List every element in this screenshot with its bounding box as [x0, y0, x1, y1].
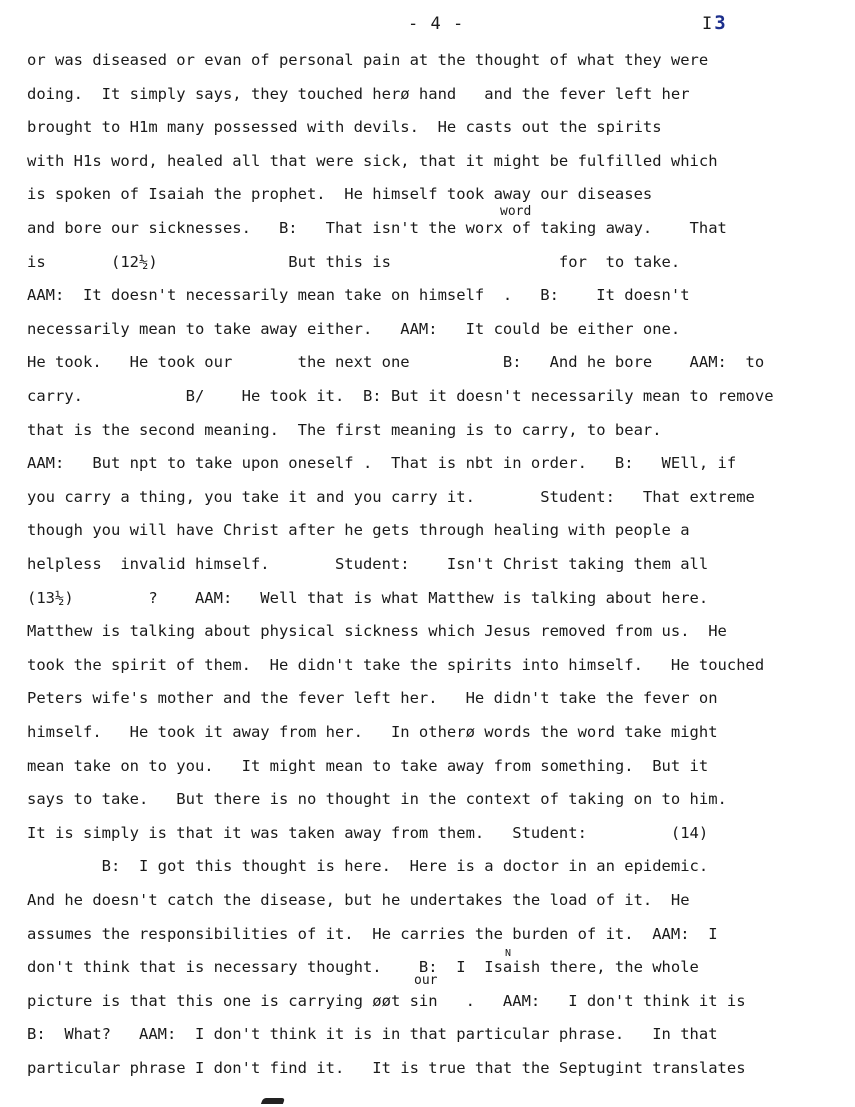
text-line: carry. B/ He took it. B: But it doesn't necessarily mean to remove [27, 387, 774, 405]
text-line: though you will have Christ after he gets through healing with people a [27, 521, 690, 540]
document-id-typed: I [702, 14, 713, 34]
text-line: with H1s word, healed all that were sick, that it might be fulfilled which [27, 151, 718, 170]
document-id-handwritten: 3 [714, 12, 726, 34]
text-line: necessarily mean to take away either. AAM: It could be either one. [27, 319, 681, 338]
text-line: doing. It simply says, they touched herø hand and the fever left her [27, 84, 690, 103]
document-id [702, 12, 726, 34]
text-line: and bore our sicknesses. B: That isn't the worx of taking away. That [27, 219, 727, 237]
superscript-n-annotation: N [505, 948, 512, 959]
text-line: B: I got this thought is here. Here is a doctor in an epidemic. [27, 857, 709, 876]
text-line: helpless invalid himself. Student: Isn't Christ taking them all [27, 555, 709, 573]
text-line: AAM: It doesn't necessarily mean take on himself . B: It doesn't [27, 286, 690, 305]
text-line: particular phrase I don't find it. It is true that the Septugint translates [27, 1059, 746, 1077]
text-line: He took. He took our the next one B: And he bore AAM: to [27, 353, 765, 372]
text-line: B: What? AAM: I don't think it is in that particular phrase. In that [27, 1025, 718, 1044]
text-line: himself. He took it away from her. In otherø words the word take might [27, 723, 718, 741]
text-line: took the spirit of them. He didn't take the spirits into himself. He touched [27, 655, 765, 674]
interlinear-word-annotation: word [500, 204, 532, 219]
text-line: you carry a thing, you take it and you carry it. Student: That extreme [27, 487, 755, 506]
text-line: says to take. But there is no thought in the context of taking on to him. [27, 790, 727, 809]
bottom-ink-mark [261, 1098, 285, 1104]
text-line: assumes the responsibilities of it. He carries the burden of it. AAM: I [27, 924, 718, 943]
text-line: (13½) ? AAM: Well that is what Matthew is talking about here. [27, 588, 709, 607]
text-line: brought to H1m many possessed with devils. He casts out the spirits [27, 118, 662, 137]
text-line: AAM: But npt to take upon oneself . That is nbt in order. B: WEll, if [27, 454, 737, 473]
text-line: or was diseased or evan of personal pain at the thought of what they were [27, 51, 709, 69]
text-line: Matthew is talking about physical sickness which Jesus removed from us. He [27, 622, 727, 641]
interlinear-our-annotation: our [414, 973, 438, 988]
text-line: is spoken of Isaiah the prophet. He himself took away our diseases [27, 185, 653, 204]
text-line: picture is that this one is carrying øøt sin . AAM: I don't think it is [27, 991, 746, 1010]
text-line: mean take on to you. It might mean to take away from something. But it [27, 756, 709, 775]
text-line: It is simply is that it was taken away from them. Student: (14) [27, 823, 709, 842]
text-line: is (12½) But this is for to take. [27, 252, 681, 271]
text-line: Peters wife's mother and the fever left her. He didn't take the fever on [27, 689, 718, 708]
page-number: - 4 - [408, 14, 465, 34]
text-line: And he doesn't catch the disease, but he undertakes the load of it. He [27, 891, 690, 909]
text-line: don't think that is necessary thought. B: I Isaish there, the whole [27, 958, 699, 977]
text-line: that is the second meaning. The first meaning is to carry, to bear. [27, 420, 662, 439]
